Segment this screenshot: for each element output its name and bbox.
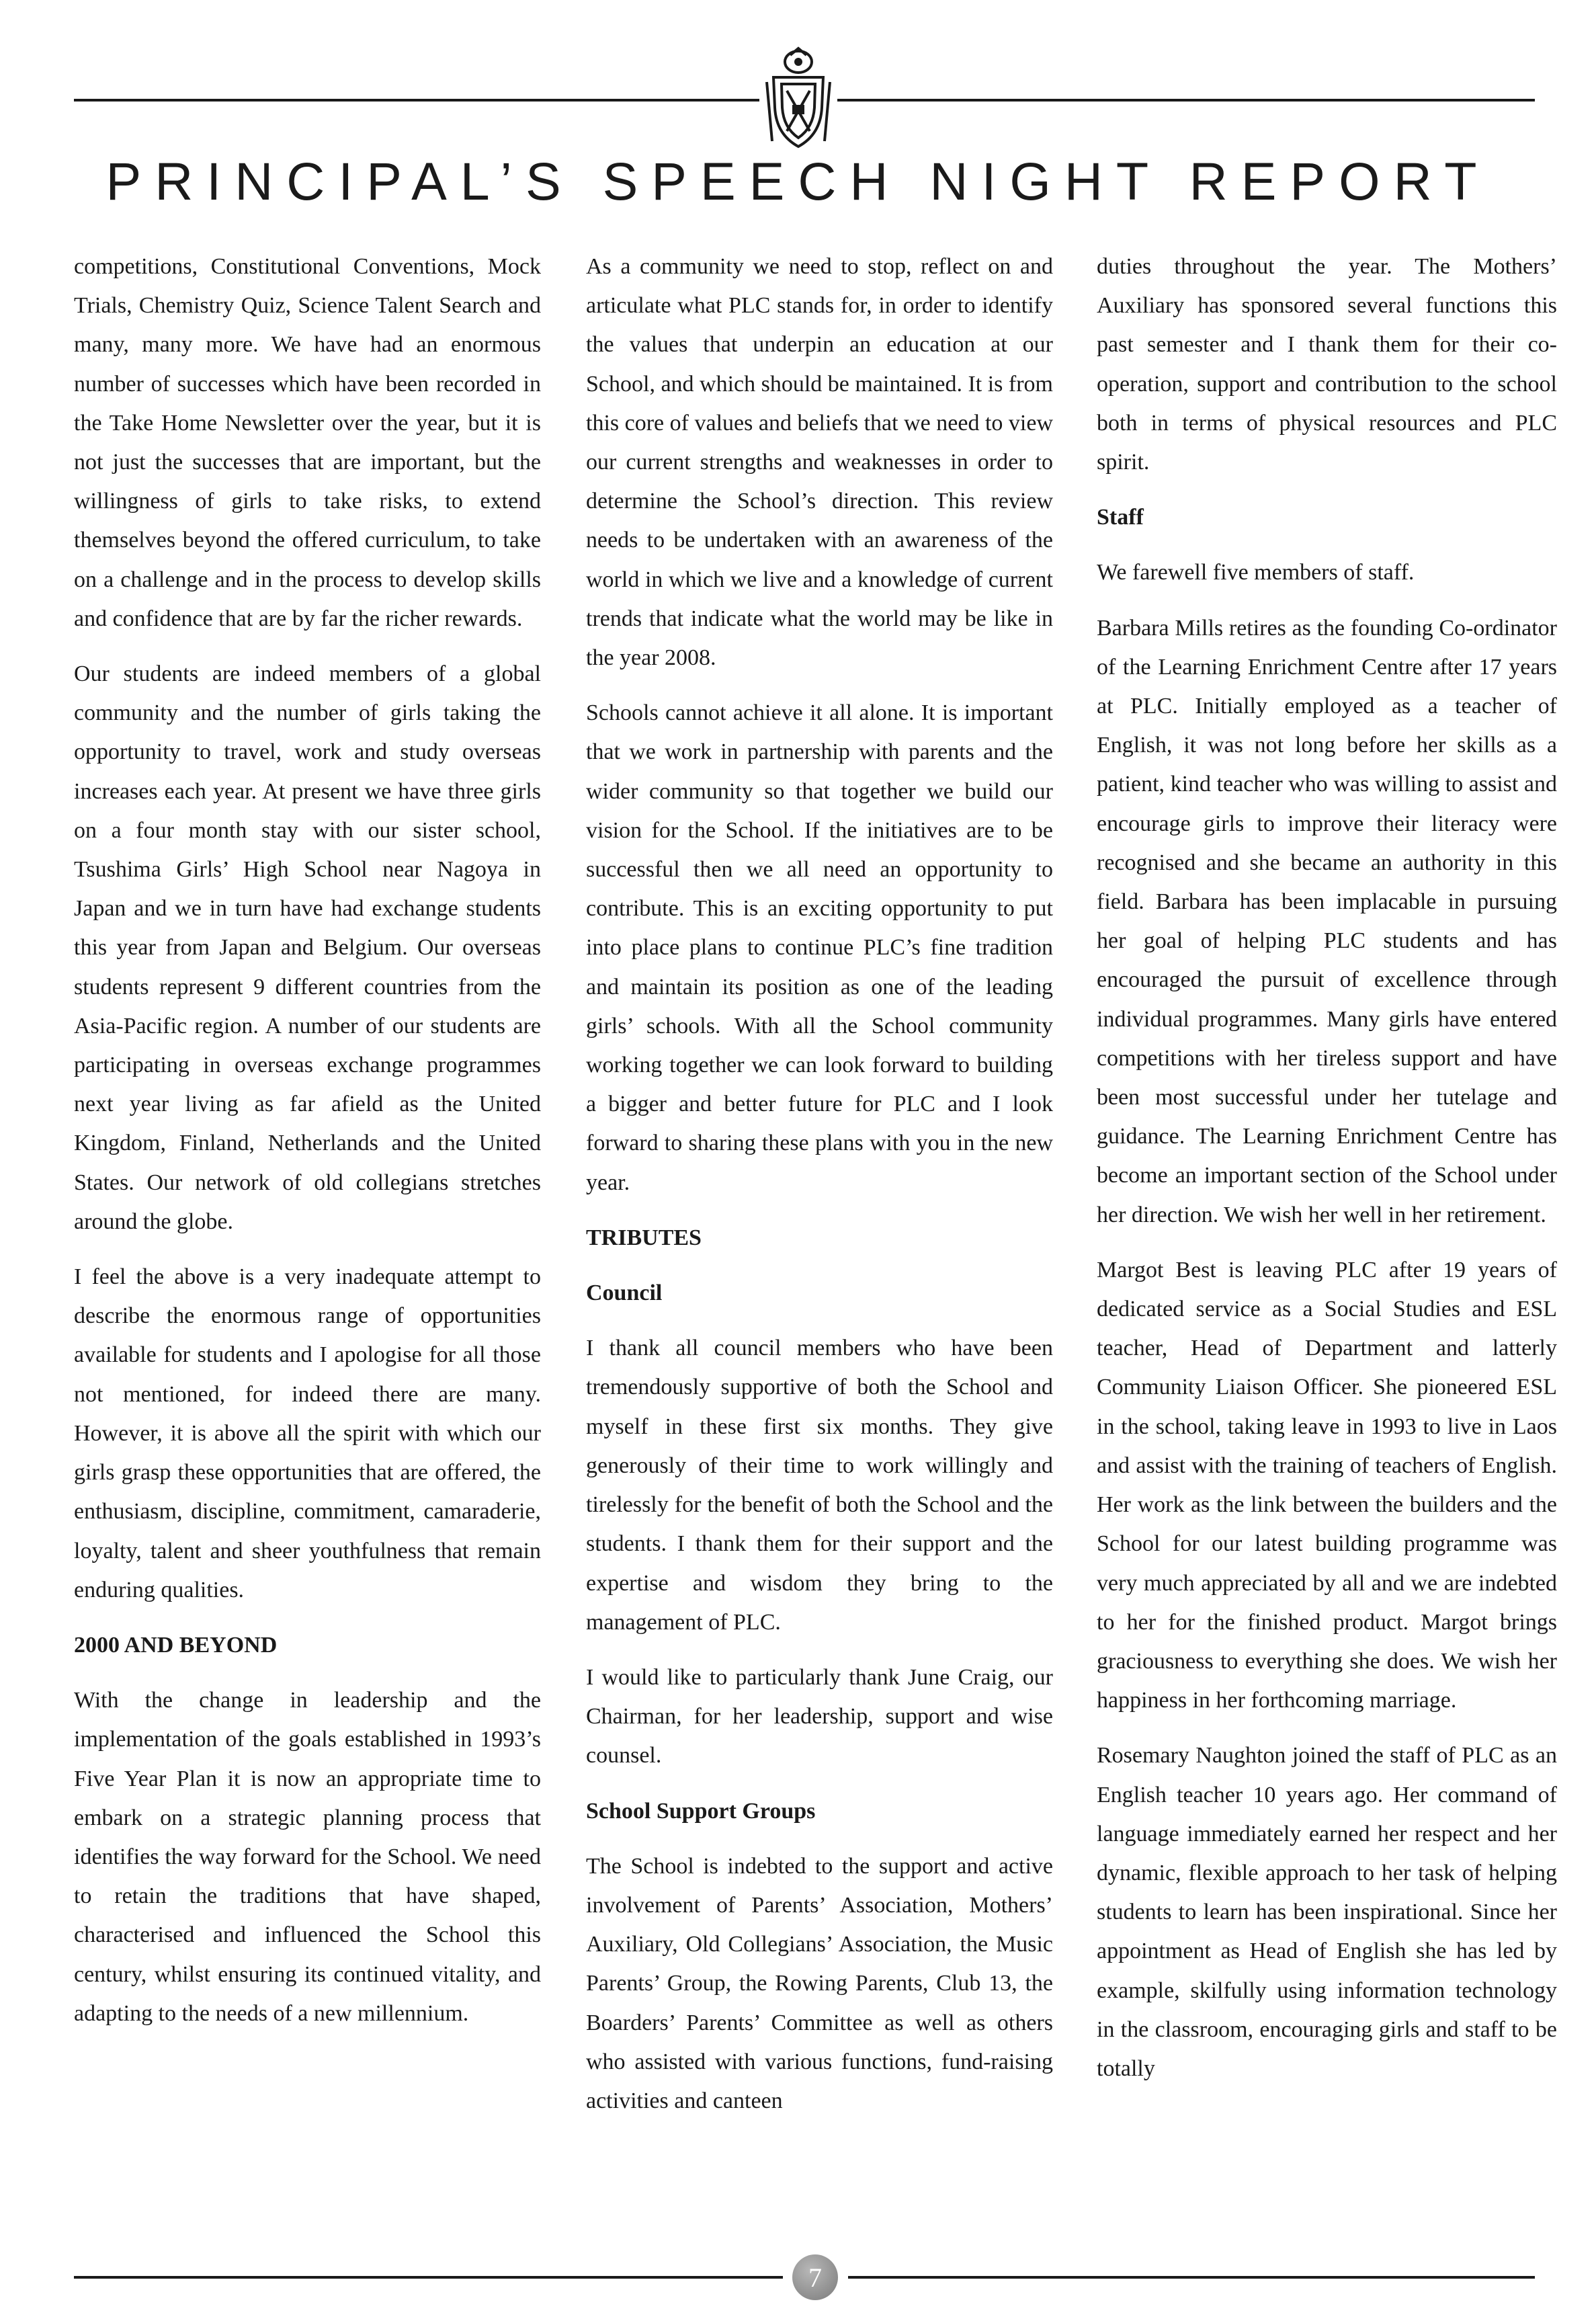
paragraph: Our students are indeed members of a global community and the number of girls taking the opportunity to travel, work and study overseas increases each year. At present we have three girls on a four month stay with our sister school, Tsushima Girls’ High School near Nagoya in Japan and we in turn have had exchange students this year from Japan and Belgium. Our overseas students represent 9 different countries from the Asia-Pacific region. A number of our students are participating in overseas exchange programmes next year living as far afield as the United Kingdom, Finland, Netherlands and the United States. Our network of old collegians stretches around the globe. bbox=[74, 661, 541, 1234]
footer-rule-left bbox=[74, 2276, 783, 2279]
header-rule-left bbox=[74, 99, 759, 101]
page-title: PRINCIPAL’S SPEECH NIGHT REPORT bbox=[106, 151, 1490, 211]
paragraph: We farewell five members of staff. bbox=[1097, 560, 1415, 585]
paragraph: I would like to particularly thank June Craig, our Chairman, for her leadership, support and wise counsel. bbox=[586, 1664, 1053, 1768]
page-number: 7 bbox=[792, 2254, 838, 2300]
subsection-heading: School Support Groups bbox=[586, 1798, 816, 1824]
paragraph: competitions, Constitutional Conventions, Mock Trials, Chemistry Quiz, Science Talent Search and many, many more. We have had an enormous number of successes which have been recorded in the Take Home Newsletter over the year, but it is not just the successes that are important, but the willingness of girls to take risks, to extend themselves beyond the offered curriculum, to take on a challenge and in the process to develop skills and confidence that are by far the richer rewards. bbox=[74, 254, 541, 631]
paragraph: With the change in leadership and the implementation of the goals established in 1993’s Five Year Plan it is now an appropriate time to embark on a strategic planning process that identifies the way forward for the School. We need to retain the traditions that have shaped, characterised and influenced the School this century, whilst ensuring its continued vitality, and adapting to the needs of a new millennium. bbox=[74, 1688, 541, 2026]
section-heading: 2000 AND BEYOND bbox=[74, 1632, 278, 1658]
school-crest-icon bbox=[761, 40, 835, 155]
paragraph: duties throughout the year. The Mothers’ Auxiliary has sponsored several functions this past semester and I thank them for their co-operation, support and contribution to the school both in terms of physical resources and PLC spirit. bbox=[1097, 254, 1557, 475]
section-heading: TRIBUTES bbox=[586, 1225, 702, 1250]
paragraph: As a community we need to stop, reflect on and articulate what PLC stands for, in order to identify the values that underpin an education at our School, and which should be maintained. It is from this core of values and beliefs that we need to view our current strengths and weaknesses in order to determine the School’s direction. This review needs to be undertaken with an awareness of the world in which we live and a knowledge of current trends that indicate what the world may be like in the year 2008. bbox=[586, 254, 1053, 671]
subsection-heading: Staff bbox=[1097, 505, 1144, 530]
paragraph: I thank all council members who have been tremendously supportive of both the School and myself in these first six months. They give generously of their time to work willingly and tirelessly for the benefit of both the School and the students. I thank them for their support and the expertise and wisdom they bring to the management of PLC. bbox=[586, 1336, 1053, 1635]
column-middle bbox=[586, 247, 1053, 2137]
subsection-heading: Council bbox=[586, 1280, 663, 1306]
column-right bbox=[1097, 247, 1557, 2105]
paragraph: Margot Best is leaving PLC after 19 years of dedicated service as a Social Studies and ESL teacher, Head of Department and latterly Community Liaison Officer. She pioneered ESL in the school, taking leave in 1993 to live in Laos and assist with the training of teachers of English. Her work as the link between the builders and the School for our latest building programme was very much appreciated by all and we are indebted to her for the finished product. Margot brings graciousness to everything she does. We wish her happiness in her forthcoming marriage. bbox=[1097, 1257, 1557, 1713]
column-left bbox=[74, 247, 541, 2049]
header-rule-right bbox=[837, 99, 1535, 101]
paragraph: Rosemary Naughton joined the staff of PLC as an English teacher 10 years ago. Her command of language immediately earned her respect and her dynamic, flexible approach to her task of helping students to learn has been inspirational. Since her appointment as Head of English she has led by example, skilfully using information technology in the classroom, encouraging girls and staff to be totally bbox=[1097, 1743, 1557, 2081]
footer-rule-right bbox=[848, 2276, 1535, 2279]
paragraph: The School is indebted to the support and active involvement of Parents’ Association, Mothers’ Auxiliary, Old Collegians’ Association, the Music Parents’ Group, the Rowing Parents, Club 13, the Boarders’ Parents’ Committee as well as others who assisted with various functions, fund-raising activities and canteen bbox=[586, 1853, 1053, 2113]
paragraph: Barbara Mills retires as the founding Co-ordinator of the Learning Enrichment Centre after 17 years at PLC. Initially employed as a teacher of English, it was not long before her skills as a patient, kind teacher who was willing to assist and encourage girls to improve their literacy were recognised and she became an authority in this field. Barbara has been implacable in pursuing her goal of helping PLC students and has encouraged the pursuit of excellence through individual programmes. Many girls have entered competitions with her tireless support and have been most successful under her tutelage and guidance. The Learning Enrichment Centre has become an important section of the School under her direction. We wish her well in her retirement. bbox=[1097, 615, 1557, 1227]
paragraph: Schools cannot achieve it all alone. It is important that we work in partnership with parents and the wider community so that together we build our vision for the School. If the initiatives are to be successful then we all need an opportunity to contribute. This is an exciting opportunity to put into place plans to continue PLC’s fine tradition and maintain its position as one of the leading girls’ schools. With all the School community working together we can look forward to building a bigger and better future for PLC and I look forward to sharing these plans with you in the new year. bbox=[586, 700, 1053, 1195]
paragraph: I feel the above is a very inadequate attempt to describe the enormous range of opportunities available for students and I apologise for all those not mentioned, for indeed there are many. However, it is above all the spirit with which our girls grasp these opportunities that are offered, the enthusiasm, discipline, commitment, camaraderie, loyalty, talent and sheer youthfulness that remain enduring qualities. bbox=[74, 1264, 541, 1602]
